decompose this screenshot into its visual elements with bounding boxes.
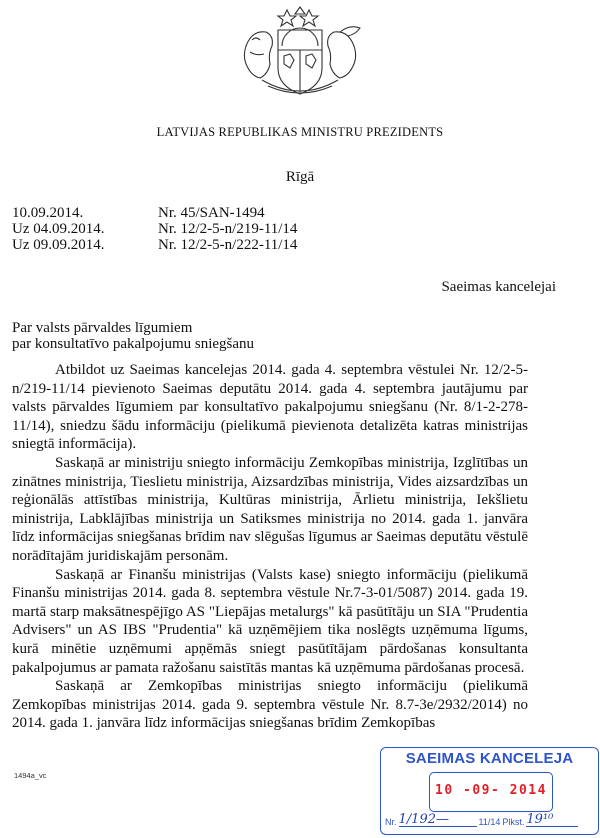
reference-number: Nr. 12/2-5-n/222-11/14 <box>158 237 298 253</box>
reference-date: Uz 09.09.2014. <box>12 237 105 253</box>
subject-block <box>12 320 254 352</box>
letter-body <box>12 361 528 733</box>
stamp-time-handwritten: 19¹⁰ <box>526 812 554 827</box>
body-paragraph: Saskaņā ar Zemkopības ministrijas sniegto informāciju (pielikumā Zemkopības ministrijas 2014. gada 9. septembra vēstule Nr. 8.7-3e/2932/2014) no 2014. gada 1. janvāra līdz informācijas sniegšanas brīdim Zemkopības <box>12 678 528 732</box>
registration-stamp <box>380 747 599 835</box>
subject-line: Par valsts pārvaldes līgumiem <box>12 320 193 336</box>
stamp-title: SAEIMAS KANCELEJA <box>405 750 574 767</box>
stamp-time-label: Plkst. <box>502 817 525 827</box>
reference-row <box>12 205 297 221</box>
reference-row <box>12 221 297 237</box>
stamp-time-field <box>526 814 578 827</box>
footer-code: 1494a_vc <box>14 771 47 780</box>
stamp-nr-label: Nr. <box>385 817 397 827</box>
reference-date: 10.09.2014. <box>12 205 84 221</box>
reference-number: Nr. 12/2-5-n/219-11/14 <box>158 221 298 237</box>
stamp-nr-suffix: 11/14 <box>478 817 501 827</box>
addressee: Saeimas kancelejai <box>441 279 556 295</box>
reference-row <box>12 237 297 253</box>
coat-of-arms-icon <box>232 6 368 102</box>
stamp-registration-line <box>385 814 595 827</box>
body-paragraph: Saskaņā ar Finanšu ministrijas (Valsts kase) sniegto informāciju (pielikumā Finanšu ministrijas 2014. gada 8. septembra vēstule Nr.7-3-01/5087) 2014. gada 19. martā starp maksātnespējīgo AS "Liepājas metalurgs" kā pasūtītāju un SIA "Prudentia Advisers" un AS IBS "Prudentia" kā uzņēmējiem tika noslēgts uzņēmuma līgums, kurā minētie uzņēmumi apņēmās sniegt pasūtītājam pārdošanas konsultanta pakalpojumus ar pamata ražošanu saistītās mantas kā uzņēmuma pārdošanas procesā. <box>12 566 528 676</box>
letterhead-title: LATVIJAS REPUBLIKAS MINISTRU PREZIDENTS <box>156 125 444 139</box>
stamp-date-box <box>429 772 553 812</box>
reference-block <box>12 205 297 253</box>
stamp-nr-field <box>399 814 477 827</box>
body-paragraph: Atbildot uz Saeimas kancelejas 2014. gada 4. septembra vēstulei Nr. 12/2-5-n/219-11/14 pievienoto Saeimas deputātu 2014. gada 4. septembra jautājumu par valsts pārvaldes līgumiem par konsultatīvo pakalpojumu sniegšanu (Nr. 8/1-2-278-11/14), sniedzu šādu informāciju (pielikumā pievienota detalizēta katras ministrijas sniegtā informācija). <box>12 362 528 453</box>
letterhead-city: Rīgā <box>285 169 315 185</box>
stamp-date: 10 -09- 2014 <box>435 783 547 798</box>
reference-date: Uz 04.09.2014. <box>12 221 105 237</box>
subject-line: par konsultatīvo pakalpojumu sniegšanu <box>12 336 255 352</box>
stamp-nr-handwritten: 1/192— <box>398 812 449 827</box>
reference-number: Nr. 45/SAN-1494 <box>158 205 265 221</box>
body-paragraph: Saskaņā ar ministriju sniegto informāciju Zemkopības ministrija, Izglītības un zinātnes ministrija, Tieslietu ministrija, Aizsardzības ministrija, Vides aizsardzības un reģionālās attīstības ministrija, Kultūras ministrija, Ārlietu ministrija, Iekšlietu ministrija, Labklājības ministrija un Satiksmes ministrija no 2014. gada 1. janvāra līdz informācijas sniegšanas brīdim nav slēgušas līgumus ar Saeimas deputātu vēstulē norādītajām juridiskajām personām. <box>12 454 528 564</box>
